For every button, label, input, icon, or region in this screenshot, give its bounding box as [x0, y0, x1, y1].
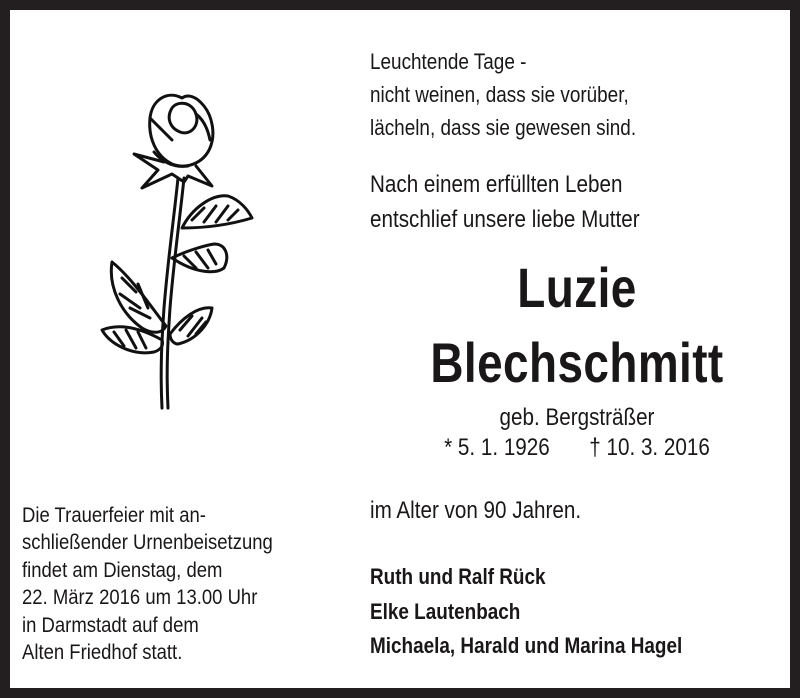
age-text: im Alter von 90 Jahren.: [370, 497, 582, 524]
funeral-line: in Darmstadt auf dem: [22, 612, 199, 637]
mourner: Michaela, Harald und Marina Hagel: [370, 633, 683, 658]
funeral-line: 22. März 2016 um 13.00 Uhr: [22, 585, 258, 610]
mourners-list: [370, 560, 682, 664]
rose-icon: [92, 78, 262, 418]
intro-line: entschlief unsere liebe Mutter: [370, 206, 640, 233]
poem: [370, 45, 636, 144]
intro-text: [370, 167, 640, 237]
birth-date: * 5. 1. 1926: [444, 434, 550, 461]
funeral-line: findet am Dienstag, dem: [22, 557, 223, 582]
intro-line: Nach einem erfüllten Leben: [370, 171, 623, 198]
funeral-line: Alten Friedhof statt.: [22, 640, 183, 665]
poem-line: nicht weinen, dass sie vorüber,: [370, 82, 629, 107]
poem-line: lächeln, dass sie gewesen sind.: [370, 115, 637, 140]
maiden-name: geb. Bergsträßer: [499, 404, 655, 431]
mourner: Elke Lautenbach: [370, 598, 521, 624]
mourner: Ruth und Ralf Rück: [370, 564, 546, 589]
poem-line: Leuchtende Tage -: [370, 49, 527, 74]
deceased-first-name: Luzie: [517, 256, 637, 319]
deceased-last-name: Blechschmitt: [430, 331, 724, 394]
funeral-line: Die Trauerfeier mit an-: [22, 503, 206, 527]
funeral-notice: [22, 502, 273, 666]
life-dates: [396, 434, 757, 462]
funeral-line: schließender Urnenbeisetzung: [22, 530, 273, 555]
death-date: † 10. 3. 2016: [589, 434, 710, 461]
